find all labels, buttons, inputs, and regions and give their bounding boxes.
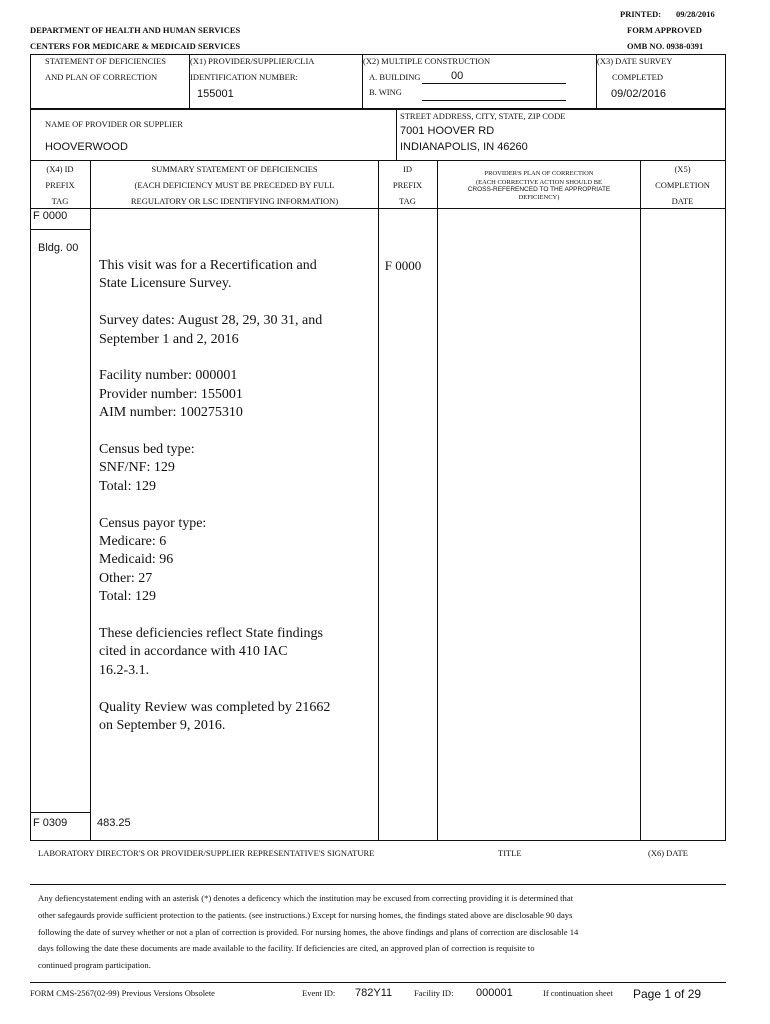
identification-label: IDENTIFICATION NUMBER: (190, 72, 298, 82)
summary-note2: REGULATORY OR LSC IDENTIFYING INFORMATION) (130, 196, 339, 206)
facility-id-label: Facility ID: (414, 988, 454, 998)
department-name: DEPARTMENT OF HEALTH AND HUMAN SERVICES (30, 25, 241, 35)
plan-header1: PROVIDER'S PLAN OF CORRECTION (484, 170, 594, 177)
summary-line: Medicaid: 96 (99, 552, 174, 568)
summary-line: Total: 129 (99, 478, 156, 494)
date-label: DATE (671, 196, 694, 206)
x4-tag: TAG (51, 196, 69, 206)
statement-label: STATEMENT OF DEFICIENCIES (45, 56, 167, 66)
event-id-value: 782Y11 (355, 987, 393, 999)
address-line1: 7001 HOOVER RD (400, 125, 495, 137)
tag-top: F 0000 (33, 210, 68, 222)
summary-line: Other: 27 (99, 570, 153, 586)
summary-line: 16.2-3.1. (99, 662, 150, 678)
printed-label: PRINTED: (620, 9, 662, 19)
form-approved: FORM APPROVED (627, 25, 702, 35)
right-tag: F 0000 (384, 258, 422, 273)
regulation-code: 483.25 (97, 817, 131, 829)
summary-paragraph (99, 367, 374, 422)
x4-label: (X4) ID (46, 164, 74, 174)
event-id-label: Event ID: (302, 988, 336, 998)
summary-line: Medicare: 6 (99, 534, 167, 550)
summary-paragraph (99, 699, 374, 736)
plan-header2: (EACH CORRECTIVE ACTION SHOULD BE (475, 179, 603, 186)
id-prefix: PREFIX (392, 180, 423, 190)
facility-id-value: 000001 (476, 987, 513, 999)
summary-paragraph (99, 257, 374, 294)
form-number: FORM CMS-2567(02-99) Previous Versions Obsolete (30, 988, 215, 998)
summary-body (99, 257, 374, 754)
x5-label: (X5) (674, 164, 691, 174)
summary-paragraph (99, 625, 374, 680)
address-label: STREET ADDRESS, CITY, STATE, ZIP CODE (400, 111, 566, 121)
provider-name-label: NAME OF PROVIDER OR SUPPLIER (45, 119, 183, 129)
x3-label: (X3) DATE SURVEY (597, 56, 673, 66)
page-number: Page 1 of 29 (633, 987, 702, 1001)
plan-label: AND PLAN OF CORRECTION (45, 72, 158, 82)
summary-paragraph (99, 441, 374, 496)
summary-line: These deficiencies reflect State findings (99, 626, 323, 642)
x4-prefix: PREFIX (45, 180, 75, 190)
summary-line: Census payor type: (99, 515, 207, 531)
summary-paragraph (99, 312, 374, 349)
wing-label: B. WING (369, 87, 402, 97)
id-tag: TAG (399, 196, 416, 206)
survey-date-value: 09/02/2016 (611, 88, 667, 100)
x1-label: (X1) PROVIDER/SUPPLIER/CLIA (190, 56, 315, 66)
summary-line: Survey dates: August 28, 29, 30 31, and (99, 313, 323, 329)
summary-line: Quality Review was completed by 21662 (99, 699, 331, 715)
provider-name-value: HOOVERWOOD (45, 141, 128, 153)
provider-id-value: 155001 (197, 88, 234, 100)
summary-line: Facility number: 000001 (99, 368, 238, 384)
x6-date-label: (X6) DATE (648, 848, 688, 858)
summary-line: AIM number: 100275310 (99, 405, 243, 421)
summary-line: on September 9, 2016. (99, 718, 226, 734)
title-label: TITLE (498, 848, 522, 858)
id-label: ID (403, 164, 412, 174)
disclaimer (38, 890, 718, 974)
summary-line: Provider number: 155001 (99, 386, 243, 402)
address-line2: INDIANAPOLIS, IN 46260 (400, 141, 528, 153)
summary-paragraph (99, 515, 374, 607)
building-value: 00 (451, 70, 464, 82)
tag-bottom: F 0309 (33, 817, 68, 829)
disclaimer-line: days following the date these documents are made available to the facility. If deficiencies are cited, an approved plan of correction is requisite to (38, 943, 535, 954)
disclaimer-line: Any defiencystatement ending with an asterisk (*) denotes a deficency which the institution may be excused from correcting providing it is determined that (38, 893, 574, 903)
director-signature-label: LABORATORY DIRECTOR'S OR PROVIDER/SUPPLIER REPRESENTATIVE'S SIGNATURE (38, 848, 375, 858)
summary-line: September 1 and 2, 2016 (99, 331, 239, 347)
printed-date: 09/28/2016 (676, 9, 715, 19)
plan-header4: DEFICIENCY) (518, 194, 560, 201)
plan-header3: CROSS-REFERENCED TO THE APPROPRIATE (467, 186, 611, 193)
disclaimer-line: continued program participation. (38, 960, 151, 971)
x2-label: (X2) MULTIPLE CONSTRUCTION (363, 56, 491, 66)
continuation-label: If continuation sheet (543, 988, 613, 998)
disclaimer-line: other safegaurds provide sufficient protection to the patients. (see instructions.) Except for nursing homes, the findings stated above are disclosable 90 days (38, 909, 573, 920)
completion-label: COMPLETION (655, 180, 710, 190)
summary-line: Total: 129 (99, 589, 156, 605)
summary-line: Census bed type: (99, 442, 195, 458)
summary-line: This visit was for a Recertification and (99, 258, 317, 273)
centers-name: CENTERS FOR MEDICARE & MEDICAID SERVICES (30, 41, 241, 51)
building-label: A. BUILDING (369, 72, 421, 82)
summary-line: SNF/NF: 129 (99, 460, 175, 476)
summary-line: cited in accordance with 410 IAC (99, 644, 288, 660)
building-tag: Bldg. 00 (38, 242, 79, 254)
summary-label: SUMMARY STATEMENT OF DEFICIENCIES (151, 164, 318, 174)
completed-label: COMPLETED (612, 72, 663, 82)
disclaimer-line: following the date of survey whether or not a plan of correction is provided. For nursing homes, the above findings and plans of correction are disclosable 14 (38, 926, 579, 937)
omb-number: OMB NO. 0938-0391 (627, 41, 704, 51)
summary-line: State Licensure Survey. (99, 276, 232, 292)
summary-note1: (EACH DEFICIENCY MUST BE PRECEDED BY FULL (134, 180, 335, 190)
